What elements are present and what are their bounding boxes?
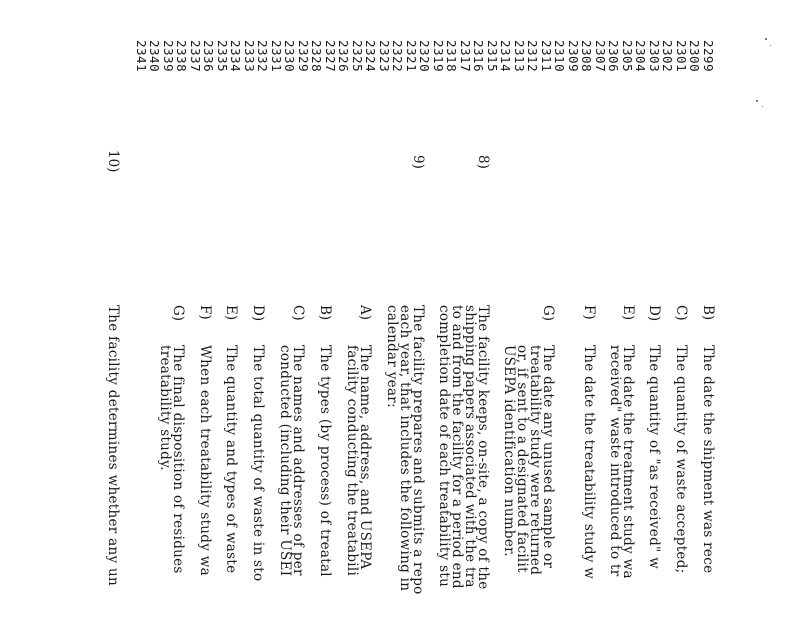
line-number: 2302 [660, 40, 676, 73]
sub-b-f-letter: F) [197, 305, 213, 320]
line-number: 2301 [674, 40, 689, 73]
sub-a-g-letter: G) [540, 305, 556, 322]
sub-b-b-letter: B) [317, 305, 333, 321]
line-number: 2336 [201, 40, 217, 73]
sub-b-a-text-1: The name, address, and USEPA [357, 345, 373, 570]
sub-a-c-text: The quantity of waste accepted; [673, 345, 689, 574]
sub-a-g-text-4: USEPA identification number. [501, 345, 517, 558]
line-number: 2334 [228, 40, 244, 73]
line-number: 2322 [390, 40, 406, 73]
sub-b-e-text: The quantity and types of waste [223, 345, 239, 574]
line-number: 2311 [539, 40, 554, 73]
scan-speck [756, 100, 758, 102]
sub-a-c-letter: C) [673, 305, 689, 321]
line-number: 2318 [444, 40, 460, 73]
line-number: 2339 [161, 40, 176, 73]
line-number: 2337 [188, 40, 203, 73]
line-number: 2307 [593, 40, 608, 73]
sub-b-g-text-2: treatability study. [157, 345, 173, 471]
sub-b-a-letter: A) [357, 305, 373, 321]
item-10-number: 10) [105, 150, 121, 173]
sub-a-f-letter: F) [581, 305, 597, 320]
sub-b-g-text-1: The final disposition of residues [170, 345, 186, 574]
line-number: 2338 [174, 40, 190, 73]
line-number: 2340 [147, 40, 163, 73]
sub-b-c-text-1: The names and addresses of per [290, 345, 306, 576]
sub-b-c-letter: C) [290, 305, 306, 321]
item-9-number: 9) [410, 155, 426, 169]
line-number: 2310 [552, 40, 568, 73]
line-number: 2341 [134, 40, 149, 73]
line-number: 2306 [606, 40, 622, 73]
item-8-number: 8) [475, 155, 491, 169]
sub-a-g-text-2: treatability study were returned [527, 345, 543, 576]
line-number: 2323 [377, 40, 392, 73]
item-8-line-2: shipping papers associated with the tra [462, 305, 478, 588]
item-8-line-1: The facility keeps, on-site, a copy of the [475, 305, 491, 590]
sub-a-f-text: The date the treatability study w [581, 345, 597, 580]
sub-b-c-text-2: conducted (including their USEI [277, 345, 293, 577]
line-number: 2325 [350, 40, 365, 73]
item-9-line-1: The facility prepares and submits a repo [410, 305, 426, 595]
line-number: 2300 [687, 40, 703, 73]
sub-a-b-letter: B) [700, 305, 716, 321]
line-number: 2313 [512, 40, 527, 73]
sub-b-d-text: The total quantity of waste in sto [250, 345, 266, 582]
sub-b-d-letter: D) [250, 305, 266, 322]
sub-a-e-text-2: received" waste introduced to tr [607, 345, 623, 577]
item-10-line-1: The facility determines whether any un [105, 305, 121, 586]
line-number: 2316 [471, 40, 487, 73]
sub-a-g-text-1: The date any unused sample or [540, 345, 556, 569]
line-number: 2315 [485, 40, 500, 73]
line-number: 2327 [323, 40, 338, 73]
line-number: 2309 [566, 40, 581, 73]
line-number: 2308 [579, 40, 595, 73]
scan-speck [762, 106, 763, 107]
line-number: 2333 [242, 40, 257, 73]
sub-b-e-letter: E) [223, 305, 239, 321]
line-number: 2326 [336, 40, 352, 73]
scan-speck [765, 38, 767, 40]
line-number: 2303 [647, 40, 662, 73]
line-number: 2299 [701, 40, 716, 73]
sub-b-f-text: When each treatability study wa [197, 345, 213, 576]
line-number: 2329 [296, 40, 311, 73]
line-number: 2335 [215, 40, 230, 73]
line-number: 2314 [498, 40, 514, 73]
scan-speck [770, 45, 771, 46]
line-number: 2319 [431, 40, 446, 73]
line-number: 2317 [458, 40, 473, 73]
sub-b-b-text: The types (by process) of treatal [317, 345, 333, 577]
line-number: 2305 [620, 40, 635, 73]
item-9-line-2: each year, that includes the following in [397, 305, 413, 592]
sub-a-b-text: The date the shipment was rece [700, 345, 716, 574]
line-number: 2332 [255, 40, 271, 73]
item-9-line-3: calendar year: [384, 305, 400, 408]
item-8-line-3: to and from the facility for a period end [449, 305, 465, 589]
line-number: 2321 [404, 40, 419, 73]
sub-b-g-letter: G) [170, 305, 186, 322]
sub-b-a-text-2: facility conducting the treatabili [344, 345, 360, 577]
sub-a-e-letter: E) [620, 305, 636, 321]
line-number: 2320 [417, 40, 433, 73]
line-number: 2312 [525, 40, 541, 73]
item-8-line-4: completion date of each treatability stu [436, 305, 452, 588]
line-number: 2324 [363, 40, 379, 73]
line-number: 2328 [309, 40, 325, 73]
sub-a-g-text-3: or, if sent to a designated facilit [514, 345, 530, 573]
sub-a-d-text: The quantity of "as received" w [646, 345, 662, 569]
line-number: 2331 [269, 40, 284, 73]
line-number: 2330 [282, 40, 298, 73]
sub-a-e-text-1: The date the treatment study wa [620, 345, 636, 579]
sub-a-d-letter: D) [646, 305, 662, 322]
line-number: 2304 [633, 40, 649, 73]
